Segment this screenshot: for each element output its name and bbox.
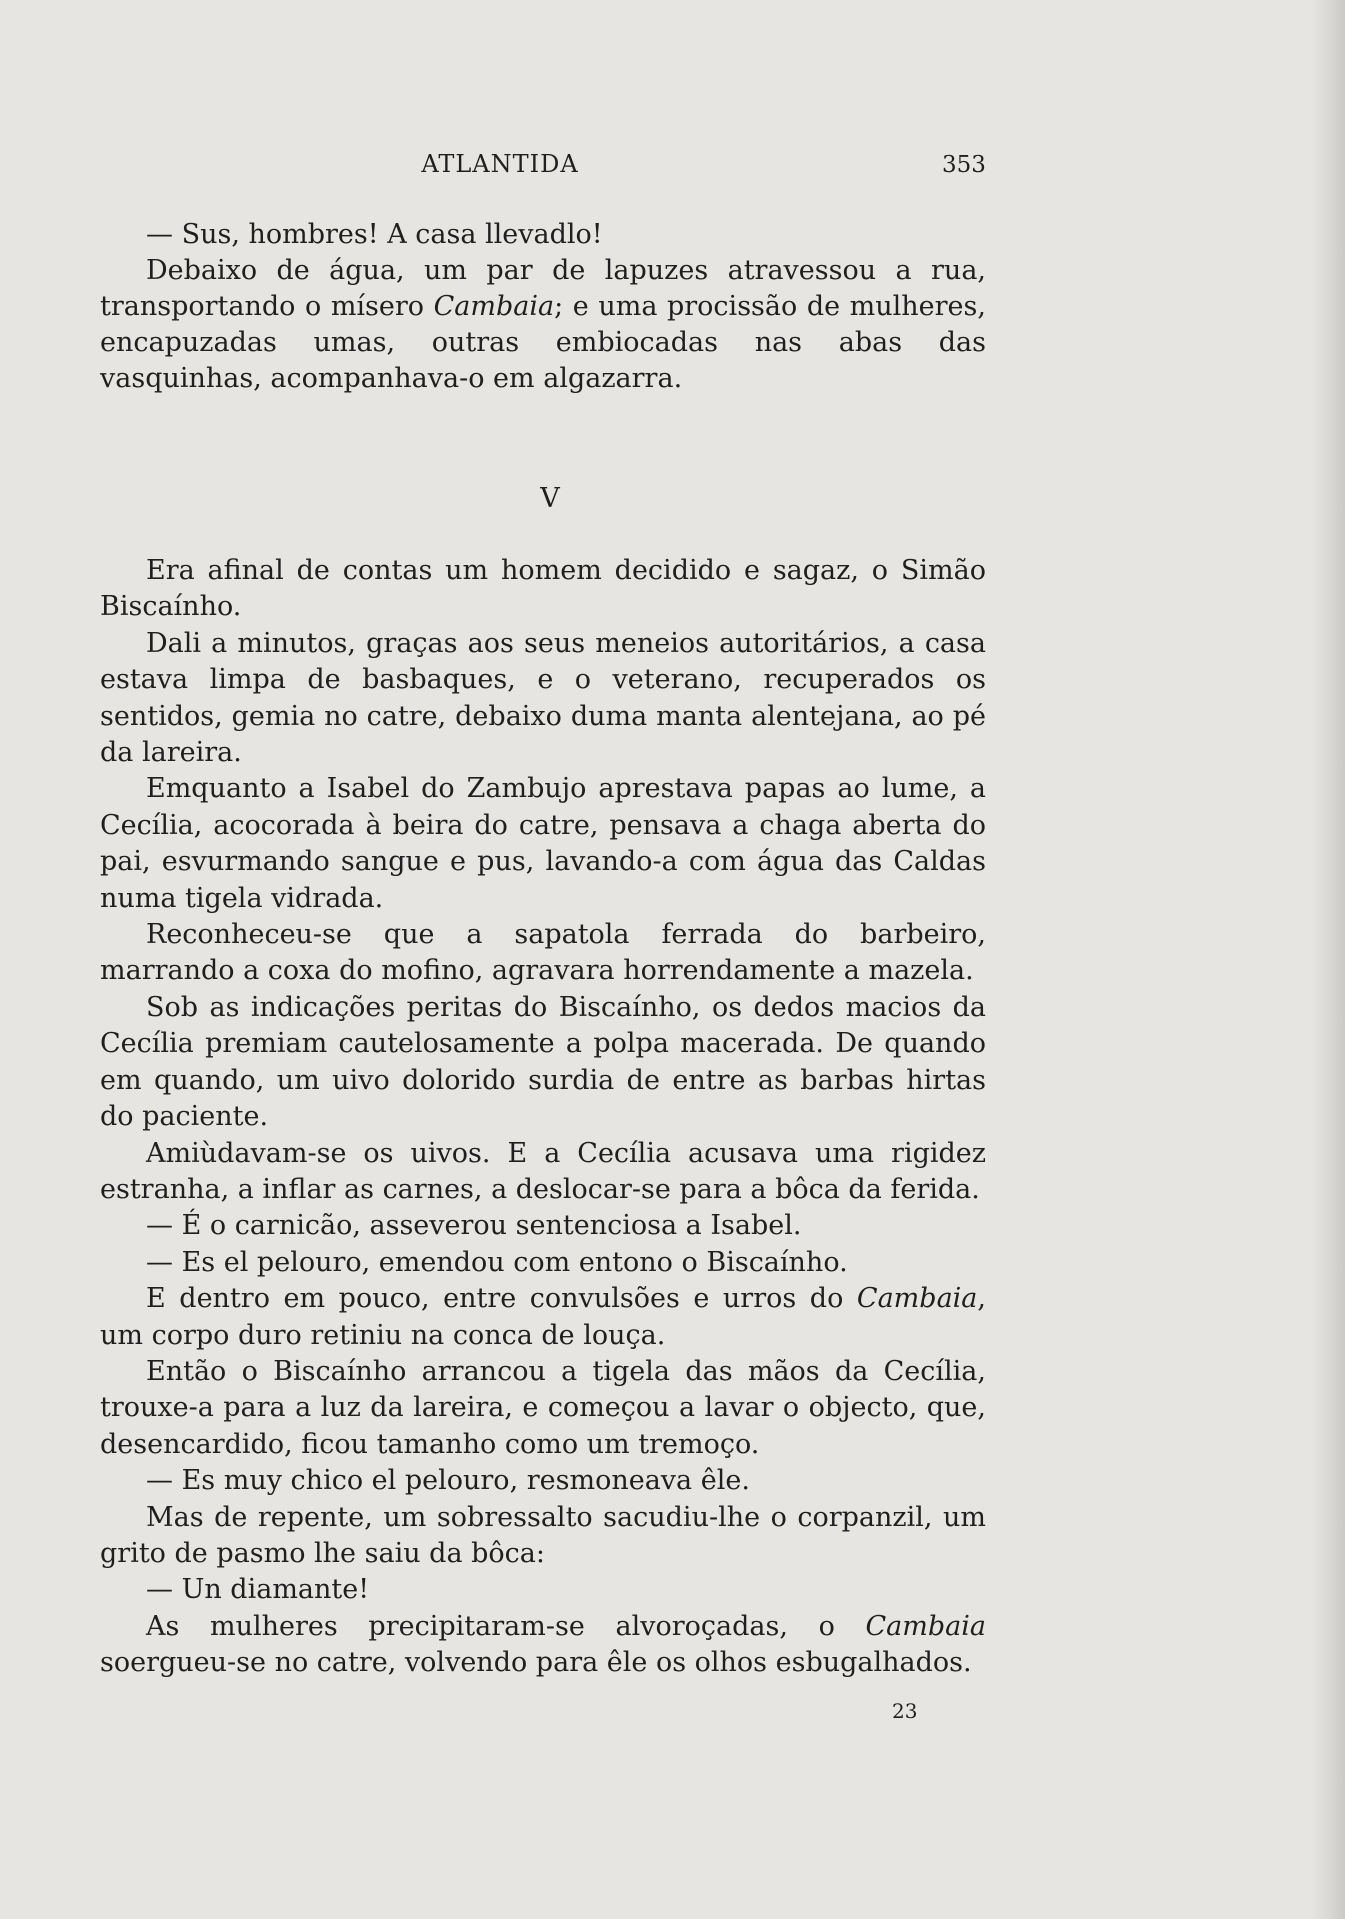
- paragraph: Era afinal de contas um homem decidido e sagaz, o Simão Biscaínho.: [100, 555, 986, 623]
- paragraph: Reconheceu-se que a sapatola ferrada do barbeiro, marrando a coxa do mofino, agravara horrendamente a mazela.: [100, 919, 986, 987]
- dialogue-line: — É o carnicão, asseverou sentenciosa a Isabel.: [146, 1210, 802, 1242]
- paragraph: — Sus, hombres! A casa llevadlo!: [146, 219, 603, 250]
- paragraph: [100, 253, 986, 397]
- running-title: ATLANTIDA: [421, 150, 579, 178]
- italic-name: Cambaia: [433, 291, 555, 322]
- paragraph: [100, 1281, 986, 1354]
- paragraph-text: Debaixo de água, um par de lapuzes atravessou a rua, transportando o mísero: [100, 255, 986, 322]
- signature-mark: 23: [892, 1699, 918, 1723]
- italic-name: Cambaia: [865, 1610, 986, 1642]
- dialogue-line: — Un diamante!: [146, 1574, 370, 1606]
- paragraph: Mas de repente, um sobressalto sacudiu-lhe o corpanzil, um grito de pasmo lhe saiu da bôca:: [100, 1501, 986, 1569]
- page-number: 353: [942, 152, 986, 178]
- page-edge-shadow: [1311, 0, 1345, 1919]
- italic-name: Cambaia: [856, 1283, 978, 1315]
- section-heading: V: [540, 483, 560, 514]
- paragraph: Amiùdavam-se os uivos. E a Cecília acusava uma rigidez estranha, a inflar as carnes, a deslocar-se para a bôca da ferida.: [100, 1137, 986, 1205]
- paragraph-text: soergueu-se no catre, volvendo para êle os olhos esbugalhados.: [100, 1647, 972, 1679]
- dialogue-line: — Es el pelouro, emendou com entono o Biscaínho.: [146, 1246, 848, 1278]
- paragraph-text: E dentro em pouco, entre convulsões e urros do: [146, 1283, 857, 1315]
- paragraph-text: As mulheres precipitaram-se alvoroçadas, o: [146, 1610, 866, 1642]
- paragraph: Sob as indicações peritas do Biscaínho, os dedos macios da Cecília premiam cautelosamente a polpa macerada. De quando em quando, um uivo dolorido surdia de entre as barbas hirtas do paciente.: [100, 991, 986, 1133]
- dialogue-line: — Es muy chico el pelouro, resmoneava êle.: [146, 1465, 750, 1497]
- opening-text: [100, 217, 986, 397]
- paragraph: Dali a minutos, graças aos seus meneios autoritários, a casa estava limpa de basbaques, e o veterano, recuperados os sentidos, gemia no catre, debaixo duma manta alentejana, ao pé da lareira.: [100, 627, 986, 769]
- paragraph: Então o Biscaínho arrancou a tigela das mãos da Cecília, trouxe-a para a luz da lareira, e começou a lavar o objecto, que, desencardido, ficou tamanho como um tremoço.: [100, 1355, 986, 1460]
- paragraph-text: , um corpo duro retiniu na conca de louça.: [100, 1283, 986, 1351]
- paragraph: [100, 1609, 986, 1682]
- section-body: [100, 553, 986, 1682]
- paragraph: Emquanto a Isabel do Zambujo aprestava papas ao lume, a Cecília, acocorada à beira do catre, pensava a chaga aberta do pai, esvurmando sangue e pus, lavando-a com água das Caldas numa tigela vidrada.: [100, 773, 986, 914]
- paragraph-text: ; e uma procissão de mulheres, encapuzadas umas, outras embiocadas nas abas das vasquinhas, acompanhava-o em algazarra.: [100, 291, 986, 394]
